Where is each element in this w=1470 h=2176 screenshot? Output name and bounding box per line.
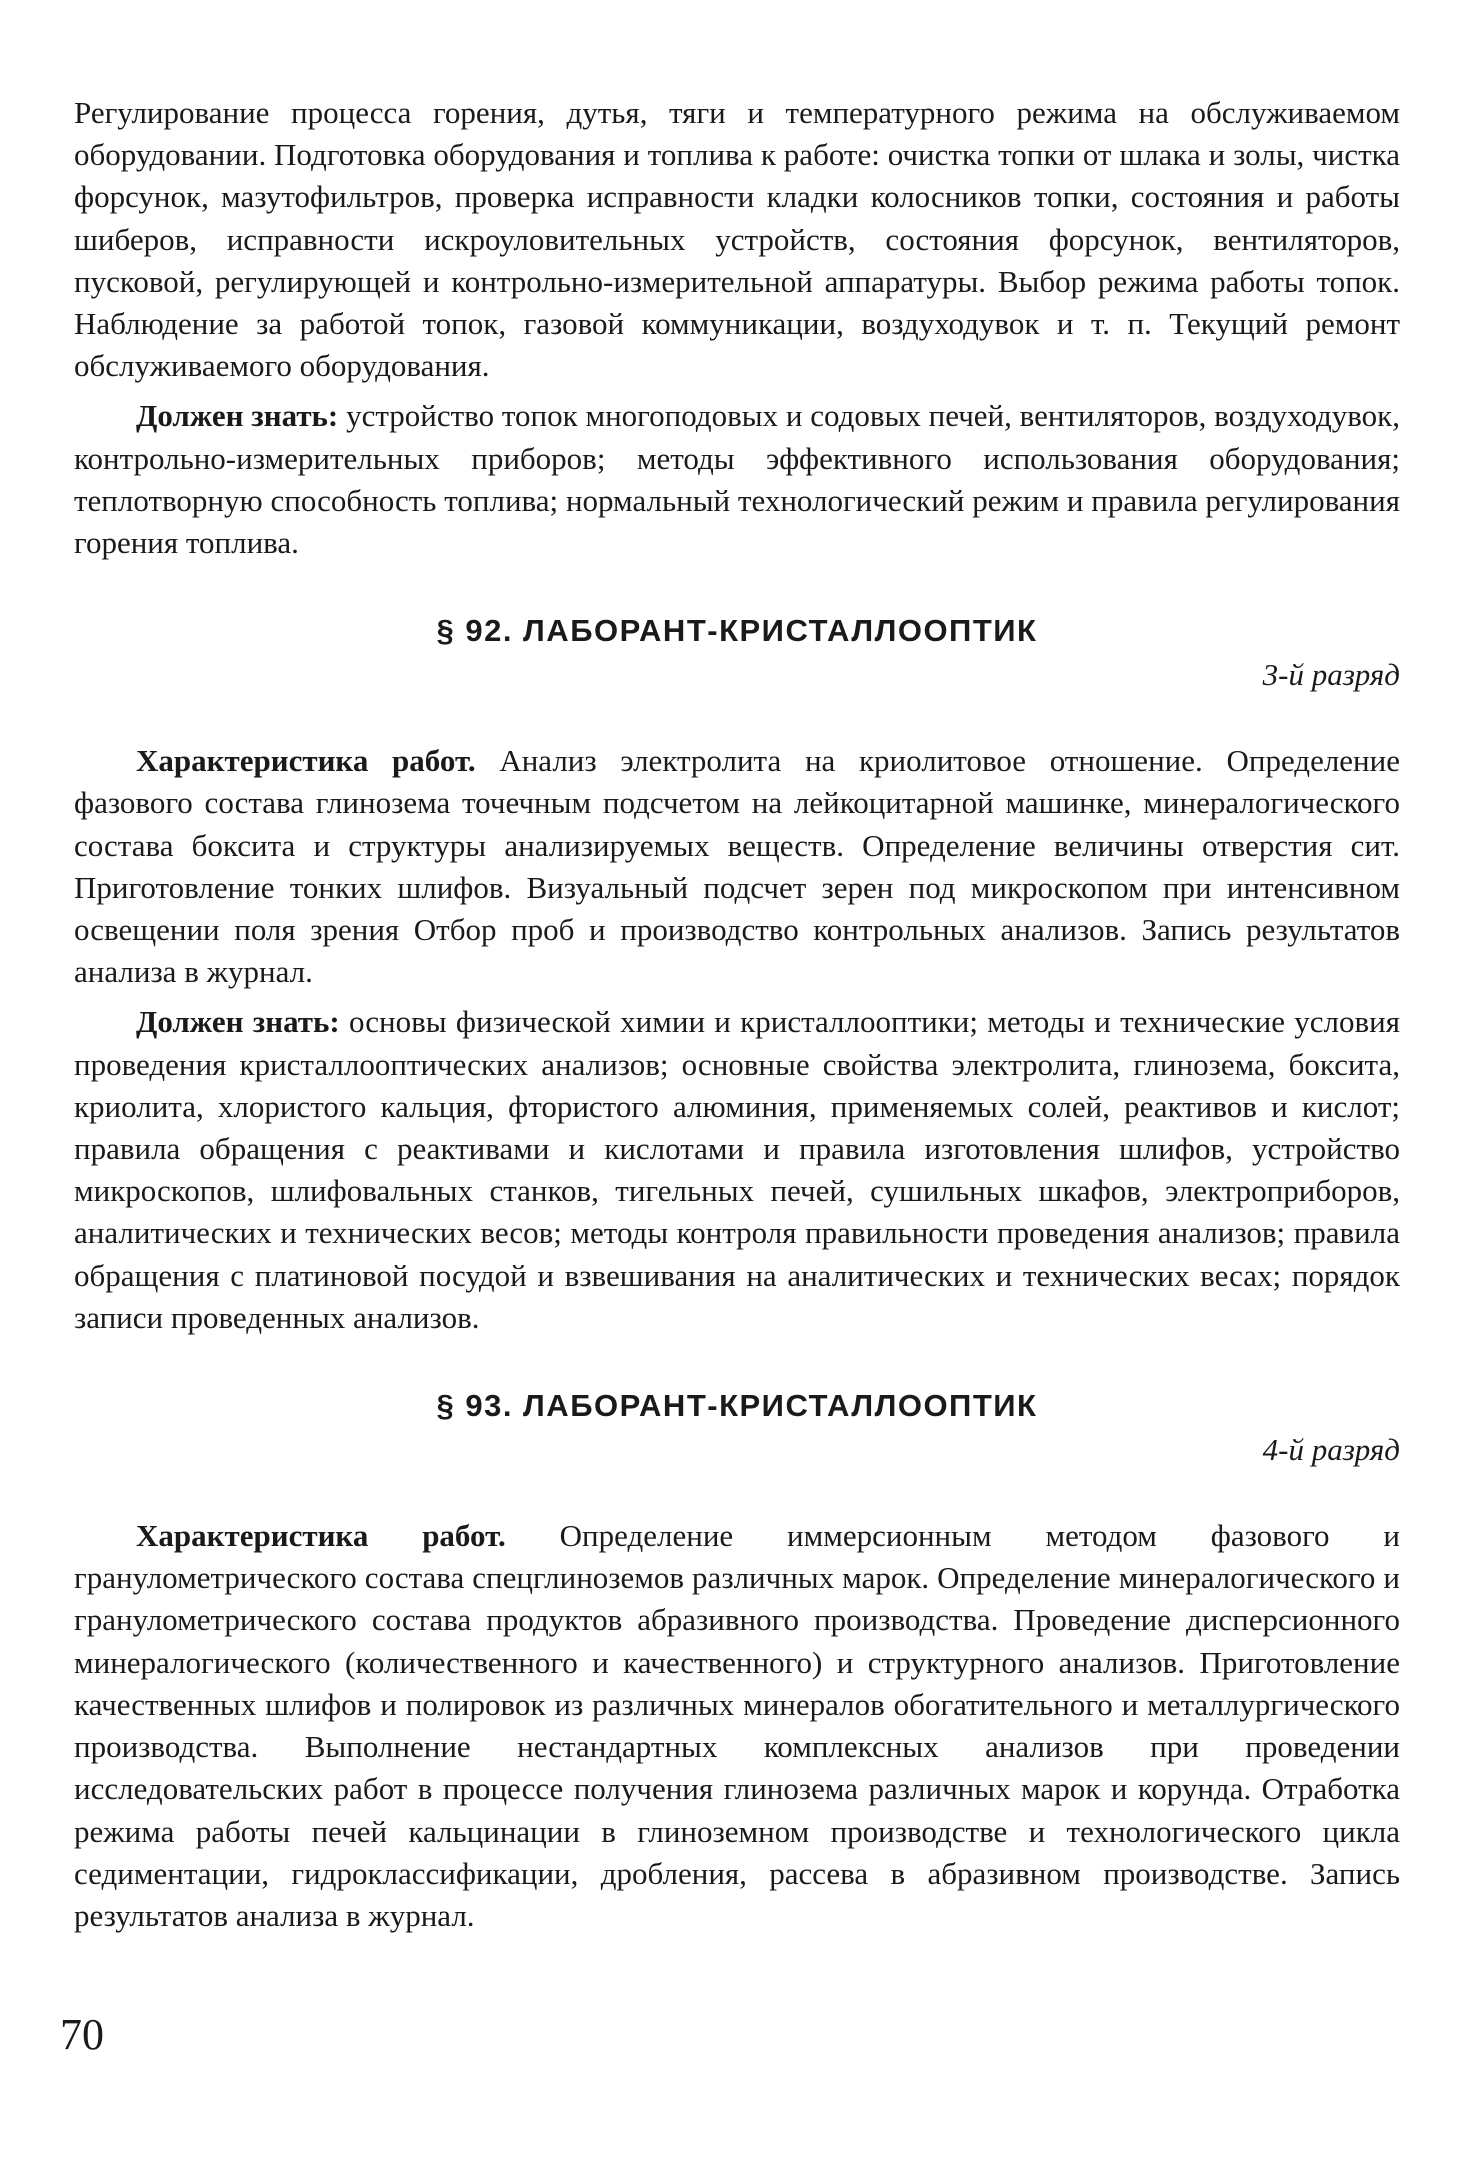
document-page — [74, 92, 1400, 1937]
section-92-characteristic — [74, 740, 1400, 993]
section-92-heading: § 92. ЛАБОРАНТ-КРИСТАЛЛООПТИК — [436, 613, 1038, 649]
characteristic-text: Определение иммерсионным методом фазового и гранулометрического состава спецглиноземов различных марок. Определение минералогического и гранулометрического состава продуктов абразивного производства. Проведение дисперсионного минералогического (количественного и качественного) и структурного анализов. Приготовление качественных шлифов и полировок из различных минералов обогатительного и металлургического производства. Выполнение нестандартных комплексных анализов при проведении исследовательских работ в процессе получения глинозема различных марок и корунда. Отработка режима работы печей кальцинации в глиноземном производстве и технологического цикла седиментации, гидроклассификации, дробления, рассева в абразивном производстве. Запись результатов анализа в журнал. — [74, 1518, 1401, 1933]
must-know-lead: Должен знать: — [136, 1004, 340, 1040]
characteristic-text: Анализ электролита на криолитовое отношение. Определение фазового состава глинозема точечным подсчетом на лейкоцитарной машинке, минералогического состава боксита и структуры анализируемых веществ. Определение величины отверстия сит. Приготовление тонких шлифов. Визуальный подсчет зерен под микроскопом при интенсивном освещении поля зрения Отбор проб и производство контрольных анализов. Запись результатов анализа в журнал. — [74, 743, 1400, 990]
intro-text: Регулирование процесса горения, дутья, тяги и температурного режима на обслуживаемом оборудовании. Подготовка оборудования и топлива к работе: очистка топки от шлака и золы, чистка форсунок, мазутофильтров, проверка исправности кладки колосников топки, состояния и работы шиберов, исправности искроуловительных устройств, состояния форсунок, вентиляторов, пусковой, регулирующей и контрольно-измерительной аппаратуры. Выбор режима работы топок. Наблюдение за работой топок, газовой коммуникации, воздуходувок и т. п. Текущий ремонт обслуживаемого оборудования. — [74, 95, 1400, 384]
section-93-heading: § 93. ЛАБОРАНТ-КРИСТАЛЛООПТИК — [436, 1388, 1038, 1424]
section-92-must-know — [74, 1001, 1400, 1339]
characteristic-lead: Характеристика работ. — [136, 743, 476, 779]
intro-must-know-paragraph — [74, 395, 1400, 564]
must-know-text: основы физической химии и кристаллооптики; методы и технические условия проведения кристаллооптических анализов; основные свойства электролита, глинозема, боксита, криолита, хлористого кальция, фтористого алюминия, применяемых солей, реактивов и кислот; правила обращения с реактивами и кислотами и правила изготовления шлифов, устройство микроскопов, шлифовальных станков, тигельных печей, сушильных шкафов, электроприборов, аналитических и технических весов; методы контроля правильности проведения анализов; правила обращения с платиновой посудой и взвешивания на аналитических и технических весах; порядок записи проведенных анализов. — [74, 1004, 1400, 1335]
section-93-grade: 4-й разряд — [1262, 1432, 1400, 1468]
characteristic-lead: Характеристика работ. — [136, 1518, 506, 1554]
section-92-grade: 3-й разряд — [1262, 657, 1400, 693]
must-know-lead: Должен знать: — [136, 398, 339, 434]
section-93-characteristic — [74, 1515, 1400, 1937]
must-know-text: устройство топок многоподовых и содовых печей, вентиляторов, воздуходувок, контрольно-измерительных приборов; методы эффективного использования оборудования; теплотворную способность топлива; нормальный технологический режим и правила регулирования горения топлива. — [74, 398, 1400, 561]
page-number: 70 — [60, 2010, 104, 2059]
intro-paragraph — [74, 92, 1400, 387]
